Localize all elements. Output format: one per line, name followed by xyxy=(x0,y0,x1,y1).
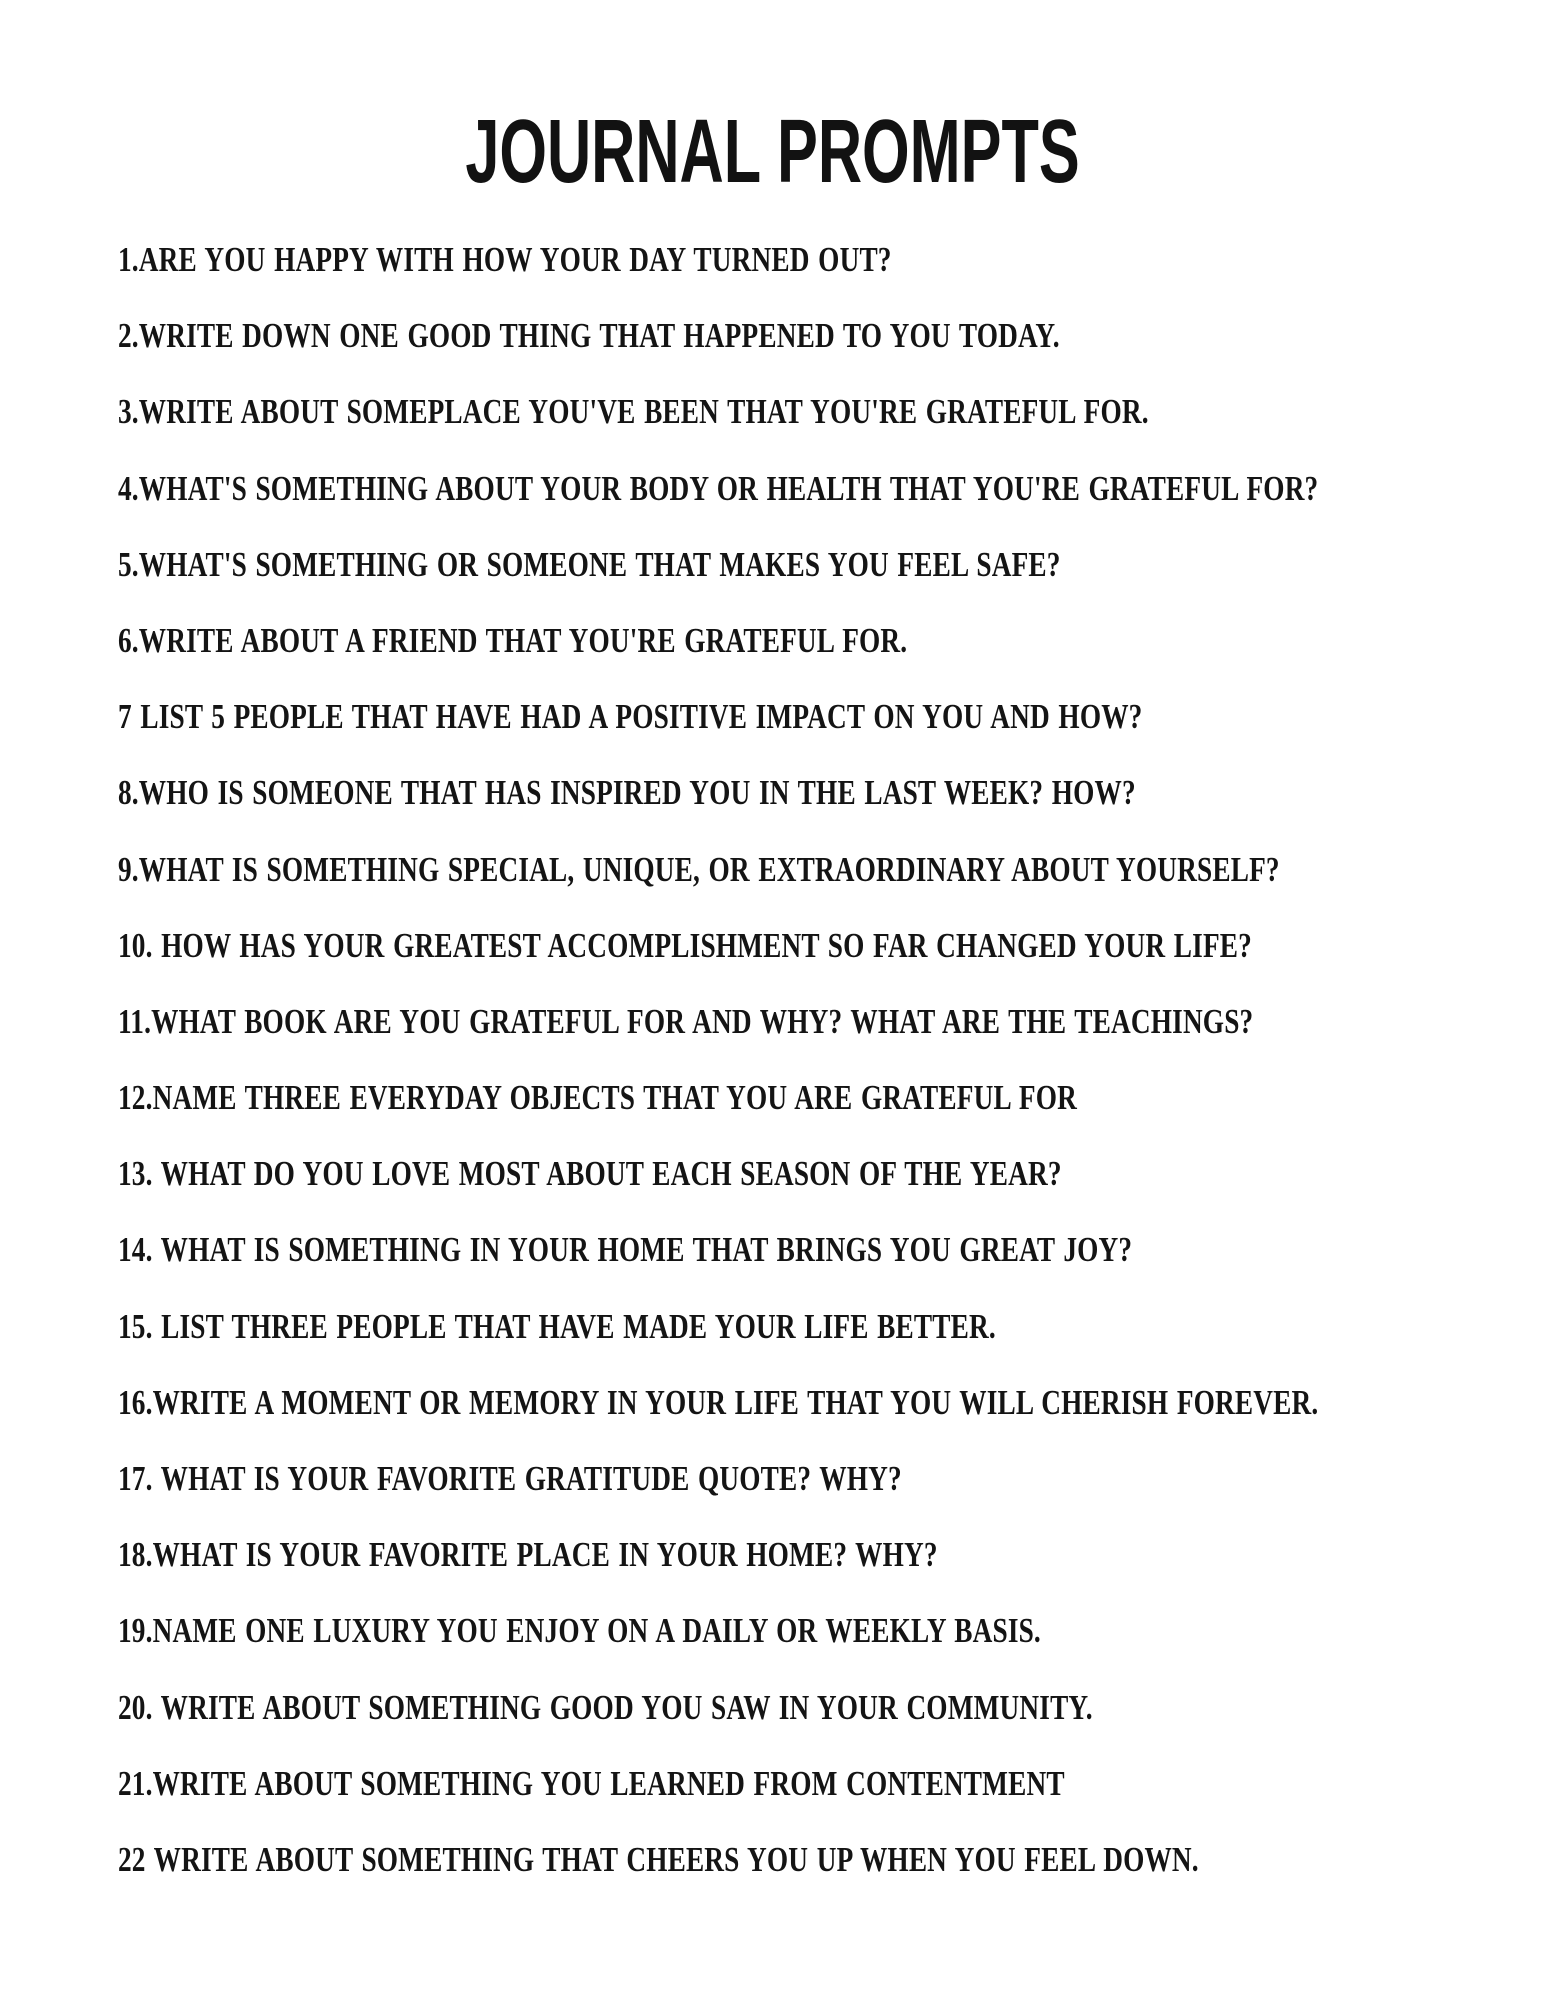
list-item: 14. WHAT IS SOMETHING IN YOUR HOME THAT BRINGS YOU GREAT JOY? xyxy=(118,1230,1133,1270)
list-item: 6.WRITE ABOUT A FRIEND THAT YOU'RE GRATEFUL FOR. xyxy=(118,620,908,660)
list-item: 15. LIST THREE PEOPLE THAT HAVE MADE YOUR LIFE BETTER. xyxy=(118,1306,996,1346)
list-item: 12.NAME THREE EVERYDAY OBJECTS THAT YOU ARE GRATEFUL FOR xyxy=(118,1078,1077,1118)
list-item: 16.WRITE A MOMENT OR MEMORY IN YOUR LIFE THAT YOU WILL CHERISH FOREVER. xyxy=(118,1382,1319,1422)
prompt-list xyxy=(118,222,1538,1898)
list-item: 4.WHAT'S SOMETHING ABOUT YOUR BODY OR HEALTH THAT YOU'RE GRATEFUL FOR? xyxy=(118,468,1319,508)
list-item: 2.WRITE DOWN ONE GOOD THING THAT HAPPENED TO YOU TODAY. xyxy=(118,316,1060,356)
list-item: 20. WRITE ABOUT SOMETHING GOOD YOU SAW IN YOUR COMMUNITY. xyxy=(118,1687,1093,1727)
list-item: 1.ARE YOU HAPPY WITH HOW YOUR DAY TURNED OUT? xyxy=(118,240,892,279)
list-item: 19.NAME ONE LUXURY YOU ENJOY ON A DAILY OR WEEKLY BASIS. xyxy=(118,1611,1041,1651)
list-item: 5.WHAT'S SOMETHING OR SOMEONE THAT MAKES YOU FEEL SAFE? xyxy=(118,544,1061,584)
page-title: JOURNAL PROMPTS xyxy=(465,102,1080,202)
list-item: 7 LIST 5 PEOPLE THAT HAVE HAD A POSITIVE IMPACT ON YOU AND HOW? xyxy=(118,697,1143,737)
list-item: 22 WRITE ABOUT SOMETHING THAT CHEERS YOU UP WHEN YOU FEEL DOWN. xyxy=(118,1839,1199,1879)
list-item: 10. HOW HAS YOUR GREATEST ACCOMPLISHMENT SO FAR CHANGED YOUR LIFE? xyxy=(118,925,1252,965)
list-item: 11.WHAT BOOK ARE YOU GRATEFUL FOR AND WHY? WHAT ARE THE TEACHINGS? xyxy=(118,1001,1254,1041)
list-item: 21.WRITE ABOUT SOMETHING YOU LEARNED FROM CONTENTMENT xyxy=(118,1763,1065,1803)
list-item: 9.WHAT IS SOMETHING SPECIAL, UNIQUE, OR EXTRAORDINARY ABOUT YOURSELF? xyxy=(118,849,1280,889)
list-item: 8.WHO IS SOMEONE THAT HAS INSPIRED YOU IN THE LAST WEEK? HOW? xyxy=(118,773,1136,813)
list-item: 18.WHAT IS YOUR FAVORITE PLACE IN YOUR HOME? WHY? xyxy=(118,1535,938,1575)
list-item: 13. WHAT DO YOU LOVE MOST ABOUT EACH SEASON OF THE YEAR? xyxy=(118,1154,1062,1194)
list-item: 3.WRITE ABOUT SOMEPLACE YOU'VE BEEN THAT YOU'RE GRATEFUL FOR. xyxy=(118,392,1149,432)
list-item: 17. WHAT IS YOUR FAVORITE GRATITUDE QUOTE? WHY? xyxy=(118,1459,902,1498)
